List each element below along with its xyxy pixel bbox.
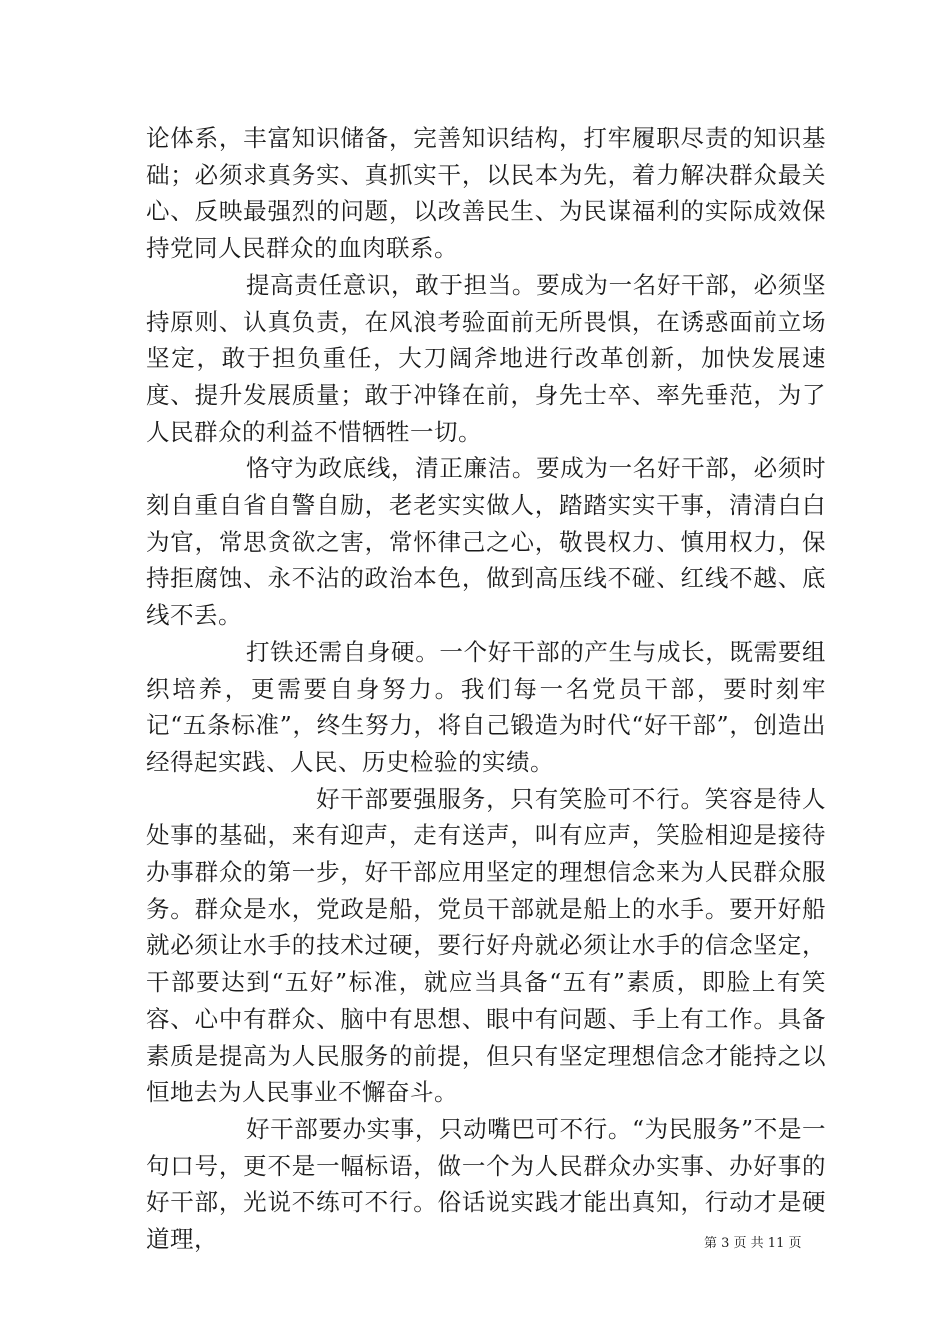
paragraph-service: 好干部要强服务，只有笑脸可不行。笑容是待人处事的基础，来有迎声，走有送声，叫有应声，笑脸相迎是接待办事群众的第一步，好干部应用坚定的理想信念来为人民群众服务。群众是水，党政是船，党员干部就是船上的水手。要开好船就必须让水手的技术过硬，要行好舟就必须让水手的信念坚定，干部要达到“五好”标准，就应当具备“五有”素质，即脸上有笑容、心中有群众、脑中有思想、眼中有问题、手上有工作。具备素质是提高为人民服务的前提，但只有坚定理想信念才能持之以恒地去为人民事业不懈奋斗。	[146, 784, 826, 1107]
page-number-footer: 第 3 页 共 11 页	[704, 1236, 802, 1251]
document-body	[146, 120, 826, 1258]
paragraph-responsibility: 提高责任意识，敢于担当。要成为一名好干部，必须坚持原则、认真负责，在风浪考验面前无所畏惧，在诱惑面前立场坚定，敢于担负重任，大刀阔斧地进行改革创新，加快发展速度、提升发展质量；敢于冲锋在前，身先士卒、率先垂范，为了人民群众的利益不惜牺牲一切。	[146, 270, 826, 446]
paragraph-practical-work: 好干部要办实事，只动嘴巴可不行。“为民服务”不是一句口号，更不是一幅标语，做一个为人民群众办实事、办好事的好干部，光说不练可不行。俗话说实践才能出真知，行动才是硬道理，	[146, 1114, 826, 1254]
paragraph-self-discipline: 打铁还需自身硬。一个好干部的产生与成长，既需要组织培养，更需要自身努力。我们每一名党员干部，要时刻牢记“五条标准”，终生努力，将自己锻造为时代“好干部”，创造出经得起实践、人民、历史检验的实绩。	[146, 637, 826, 776]
paragraph-integrity: 恪守为政底线，清正廉洁。要成为一名好干部，必须时刻自重自省自警自励，老老实实做人，踏踏实实干事，清清白白为官，常思贪欲之害，常怀律己之心，敬畏权力、慎用权力，保持拒腐蚀、永不沾的政治本色，做到高压线不碰、红线不越、底线不丢。	[146, 454, 826, 630]
paragraph-continuation: 论体系，丰富知识储备，完善知识结构，打牢履职尽责的知识基础；必须求真务实、真抓实干，以民本为先，着力解决群众最关心、反映最强烈的问题，以改善民生、为民谋福利的实际成效保持党同人民群众的血肉联系。	[146, 124, 826, 263]
